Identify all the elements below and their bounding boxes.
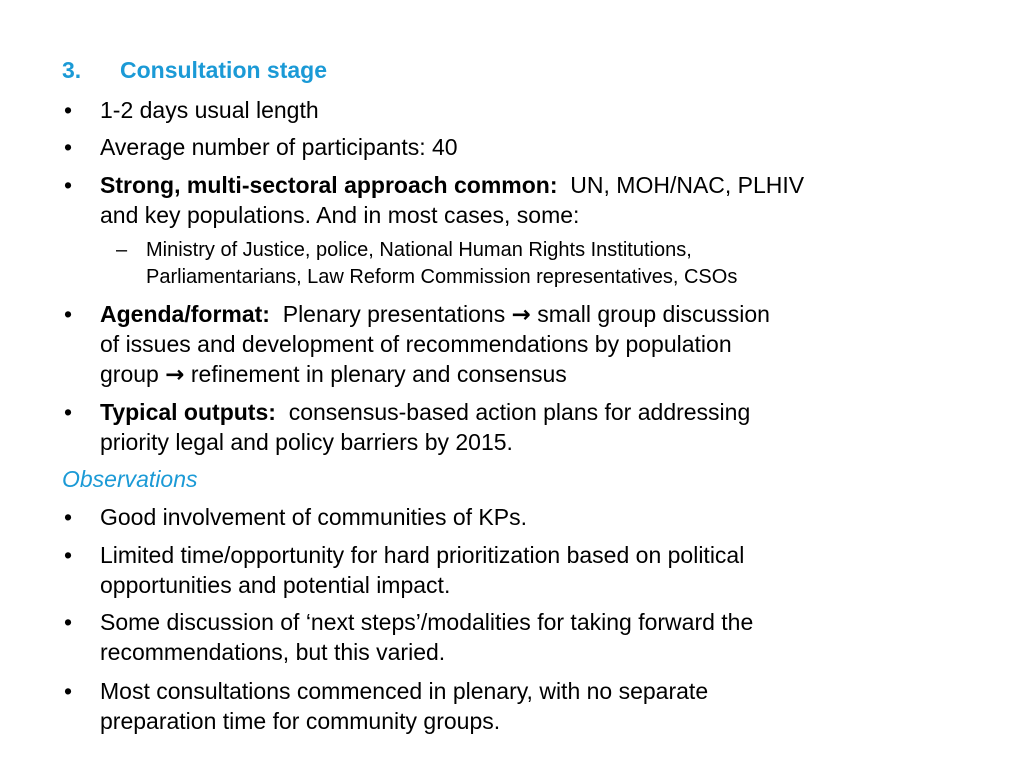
bullet-marker: • [64, 97, 73, 123]
bullet-multisectoral-line2: and key populations. And in most cases, some: [100, 202, 580, 228]
sub-bullet-line1: Ministry of Justice, police, National Human Rights Institutions, [146, 239, 692, 261]
section-title: Consultation stage [120, 57, 328, 83]
bullet-participants: Average number of participants: 40 [100, 134, 458, 160]
bullet-agenda [100, 299, 770, 330]
bullet-agenda-line3 [100, 359, 567, 390]
sub-bullet-line2: Parliamentarians, Law Reform Commission representatives, CSOs [146, 266, 738, 288]
bullet-marker: • [64, 399, 73, 425]
bullet-agenda-text4: refinement in plenary and consensus [190, 361, 567, 387]
bullet-marker: • [64, 542, 73, 568]
observation-involvement: Good involvement of communities of KPs. [100, 504, 527, 530]
bullet-marker: • [64, 301, 73, 327]
bullet-agenda-label: Agenda/format: [100, 301, 270, 327]
bullet-outputs-label: Typical outputs: [100, 399, 276, 425]
bullet-outputs-line2: priority legal and policy barriers by 2015. [100, 429, 513, 455]
sub-bullet-marker: – [116, 239, 128, 261]
bullet-usual-length: 1-2 days usual length [100, 97, 319, 123]
bullet-marker: • [64, 609, 73, 635]
bullet-agenda-line2: of issues and development of recommendations by population [100, 331, 732, 357]
right-arrow-icon: → [165, 362, 185, 388]
observation-limited-time-line2: opportunities and potential impact. [100, 572, 451, 598]
bullet-multisectoral [100, 170, 804, 200]
bullet-marker: • [64, 172, 73, 198]
bullet-outputs [100, 397, 750, 427]
bullet-agenda-text2: small group discussion [537, 301, 770, 327]
observation-plenary: Most consultations commenced in plenary, with no separate [100, 678, 709, 704]
bullet-agenda-text3: group [100, 361, 159, 387]
observation-next-steps-line2: recommendations, but this varied. [100, 639, 446, 665]
right-arrow-icon: → [511, 302, 531, 328]
section-heading [62, 55, 328, 85]
bullet-outputs-text: consensus-based action plans for addressing [288, 399, 751, 425]
bullet-marker: • [64, 678, 73, 704]
observation-limited-time: Limited time/opportunity for hard prioritization based on political [100, 542, 745, 568]
section-number: 3. [62, 57, 82, 83]
observation-plenary-line2: preparation time for community groups. [100, 708, 501, 734]
bullet-agenda-text1: Plenary presentations [282, 301, 506, 327]
bullet-multisectoral-label: Strong, multi-sectoral approach common: [100, 172, 558, 198]
bullet-marker: • [64, 504, 73, 530]
observation-next-steps: Some discussion of ‘next steps’/modalities for taking forward the [100, 609, 754, 635]
bullet-multisectoral-text: UN, MOH/NAC, PLHIV [570, 172, 805, 198]
bullet-marker: • [64, 134, 73, 160]
observations-heading: Observations [62, 466, 198, 492]
